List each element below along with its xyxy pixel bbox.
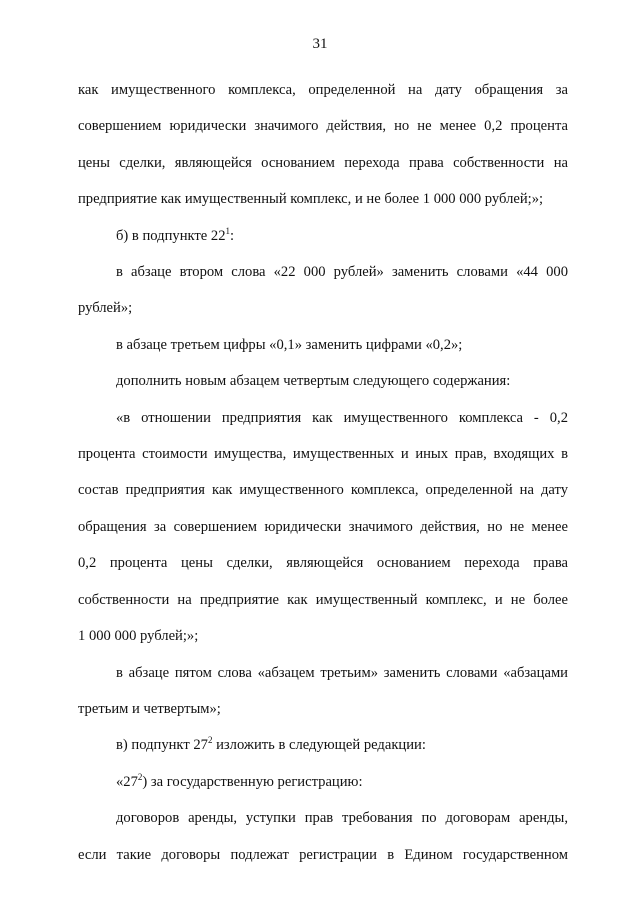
text-run: изложить в следующей редакции: xyxy=(212,737,426,754)
text-line: договоров аренды, уступки прав требования по договорам аренды, xyxy=(116,810,568,827)
text-line: рублей»; xyxy=(78,300,133,317)
text-line: состав предприятия как имущественного комплекса, определенной на дату xyxy=(78,482,568,499)
text-run: б) в подпункте 22 xyxy=(116,227,226,244)
text-line: предприятие как имущественный комплекс, и не более 1 000 000 рублей;»; xyxy=(78,191,544,208)
paragraph-amend-fifth xyxy=(78,655,568,728)
text-line: цены сделки, являющейся основанием перехода права собственности на xyxy=(78,154,568,171)
paragraph-subitem-b xyxy=(78,218,568,254)
paragraph-amend-third: в абзаце третьем цифры «0,1» заменить цифрами «0,2»; xyxy=(116,336,463,353)
paragraph-amend-second xyxy=(78,254,568,327)
text-line: 1 000 000 рублей;»; xyxy=(78,628,199,645)
paragraph-lease-contracts xyxy=(78,800,568,873)
text-line: совершением юридически значимого действия, но не менее 0,2 процента xyxy=(78,118,568,135)
text-run: в) подпункт 27 xyxy=(116,737,208,754)
text-line: 0,2 процента цены сделки, являющейся основанием перехода права xyxy=(78,555,568,572)
text-line: обращения за совершением юридически значимого действия, но не менее xyxy=(78,518,568,535)
document-body xyxy=(78,72,568,873)
text-run: «27 xyxy=(116,773,138,790)
superscript: 2 xyxy=(207,735,213,746)
page-number: 31 xyxy=(312,36,328,52)
text-line: «в отношении предприятия как имущественного комплекса - 0,2 xyxy=(116,409,568,426)
text-line: в абзаце пятом слова «абзацем третьим» заменить словами «абзацами xyxy=(116,664,568,681)
text-line: если такие договоры подлежат регистрации в Едином государственном xyxy=(78,846,568,863)
text-run: ) за государственную регистрацию: xyxy=(142,773,363,790)
text-line: собственности на предприятие как имущественный комплекс, и не более xyxy=(78,591,568,608)
paragraph-continuation xyxy=(78,72,568,218)
paragraph-subitem-v xyxy=(78,727,568,763)
superscript: 1 xyxy=(225,225,230,236)
text-line: процента стоимости имущества, имущественных и иных прав, входящих в xyxy=(78,446,568,463)
paragraph-quoted-heading xyxy=(78,764,568,800)
paragraph-add-fourth: дополнить новым абзацем четвертым следующего содержания: xyxy=(116,373,511,390)
text-line: как имущественного комплекса, определенной на дату обращения за xyxy=(78,82,568,98)
text-run: : xyxy=(230,227,235,244)
text-line: в абзаце втором слова «22 000 рублей» заменить словами «44 000 xyxy=(116,264,568,281)
superscript: 2 xyxy=(137,771,143,782)
paragraph-quoted-text xyxy=(78,400,568,655)
text-line: третьим и четвертым»; xyxy=(78,700,221,717)
